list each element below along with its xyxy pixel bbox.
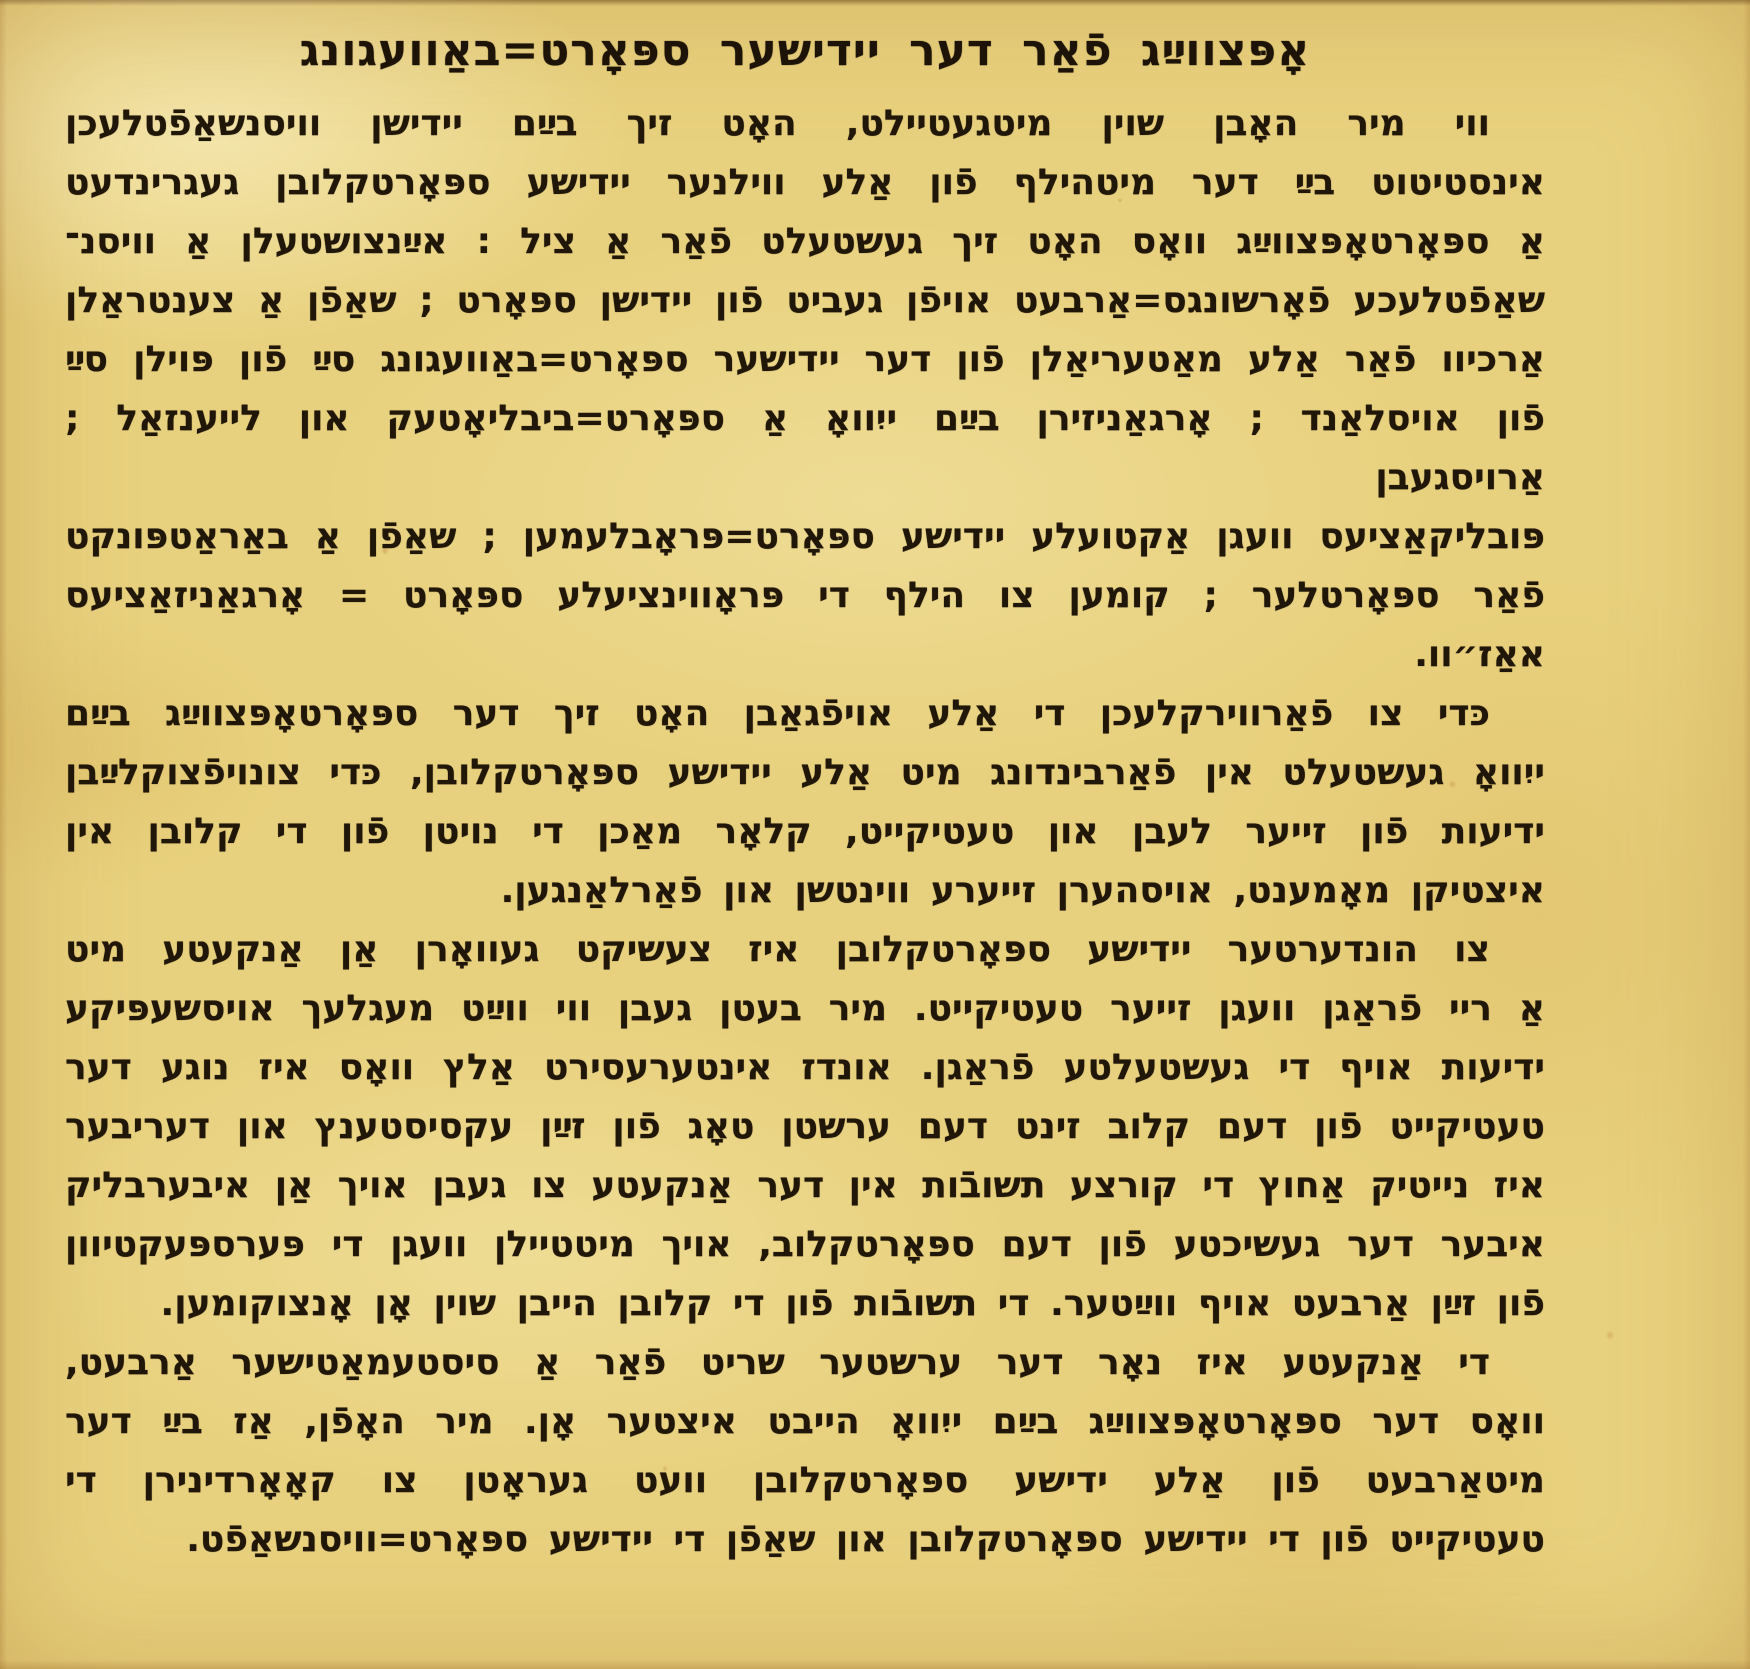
text-line: פּובליקאַציעס וועגן אַקטועלע יידישע ספּאָרט=פּראָבלעמען ; שאַפֿן אַ באַראַטפּונקט <box>65 516 1545 557</box>
text-line: אַרכיוו פֿאַר אַלע מאַטעריאַלן פֿון דער יידישער ספּאָרט=באַוועגונג סײַ פֿון פּוילן סײַ <box>65 339 1545 380</box>
text-line: איצטיקן מאָמענט, אויסהערן זייערע ווינטשן און פֿאַרלאַנגען. <box>500 870 1545 911</box>
paragraph-4 <box>65 1333 1545 1569</box>
text-line: וואָס דער ספּאָרטאָפּצווײַג בײַם ייִוואָ הייבט איצטער אָן. מיר האָפֿן, אַז בײַ דער <box>65 1401 1545 1442</box>
text-line: איז נייטיק אַחוץ די קורצע תשובֿות אין דער אַנקעטע צו געבן אויך אַן איבערבליק <box>65 1165 1545 1206</box>
text-line: ייִוואָ געשטעלט אין פֿאַרבינדונג מיט אַלע יידישע ספּאָרטקלובן, כּדי צונויפֿצוקלײַבן <box>65 752 1545 793</box>
document-title: אָפּצווײַג פֿאַר דער יידישער ספּאָרט=באַוועגונג <box>299 25 1311 76</box>
text-line: טעטיקייט פֿון די יידישע ספּאָרטקלובן און שאַפֿן די יידישע ספּאָרט=וויסנשאַפֿט. <box>186 1519 1545 1560</box>
text-line: אַ ריי פֿראַגן וועגן זייער טעטיקייט. מיר בעטן געבן ווי ווײַט מעגלעך אויסשעפּיקע <box>65 988 1545 1029</box>
text-line: אינסטיטוט בײַ דער מיטהילף פֿון אַלע ווילנער יידישע ספּאָרטקלובן געגרינדעט <box>65 162 1545 203</box>
text-line: ידיעות פֿון זייער לעבן און טעטיקייט, קלאָר מאַכן די נויטן פֿון די קלובן אין <box>65 811 1545 852</box>
text-line: פֿון זײַן אַרבעט אויף ווײַטער. די תשובֿות פֿון די קלובן הייבן שוין אָן אָנצוקומען. <box>160 1283 1545 1324</box>
paragraph-3 <box>65 920 1545 1333</box>
text-line: שאַפֿטלעכע פֿאָרשונגס=אַרבעט אויפֿן געביט פֿון יידישן ספּאָרט ; שאַפֿן אַ צענטראַלן <box>65 280 1545 321</box>
text-line: ווי מיר האָבן שוין מיטגעטיילט, האָט זיך בײַם יידישן וויסנשאַפֿטלעכן <box>65 103 1490 144</box>
text-line: צו הונדערטער יידישע ספּאָרטקלובן איז צעשיקט געוואָרן אַן אַנקעטע מיט <box>65 929 1490 970</box>
text-line: מיטאַרבעט פֿון אַלע ידישע ספּאָרטקלובן וועט געראָטן צו קאָאָרדינירן די <box>65 1460 1545 1501</box>
text-line: אַ ספּאָרטאָפּצווײַג וואָס האָט זיך געשטעלט פֿאַר אַ ציל : אײַנצושטעלן אַ וויסנ־ <box>65 221 1545 262</box>
text-line: ידיעות אויף די געשטעלטע פֿראַגן. אונדז אינטערעסירט אַלץ וואָס איז נוגע דער <box>65 1047 1545 1088</box>
text-line: איבער דער געשיכטע פֿון דעם ספּאָרטקלוב, אויך מיטטיילן וועגן די פּערספּעקטיוון <box>65 1224 1545 1265</box>
paragraph-2 <box>65 684 1545 920</box>
text-line: פֿון אויסלאַנד ; אָרגאַניזירן בײַם ייִוואָ אַ ספּאָרט=ביבליאָטעק און לייענזאַל ; אַרויסגעבן <box>65 398 1545 498</box>
text-line: כּדי צו פֿאַרווירקלעכן די אַלע אויפֿגאַבן האָט זיך דער ספּאָרטאָפּצווײַג בײַם <box>65 693 1490 734</box>
paragraph-1 <box>65 94 1545 684</box>
text-line: די אַנקעטע איז נאָר דער ערשטער שריט פֿאַר אַ סיסטעמאַטישער אַרבעט, <box>65 1342 1490 1383</box>
text-line: פֿאַר ספּאָרטלער ; קומען צו הילף די פּראָווינציעלע ספּאָרט = אָרגאַניזאַציעס אאַז״וו. <box>65 575 1545 675</box>
text-line: טעטיקייט פֿון דעם קלוב זינט דעם ערשטן טאָג פֿון זײַן עקסיסטענץ און דעריבער <box>65 1106 1545 1147</box>
